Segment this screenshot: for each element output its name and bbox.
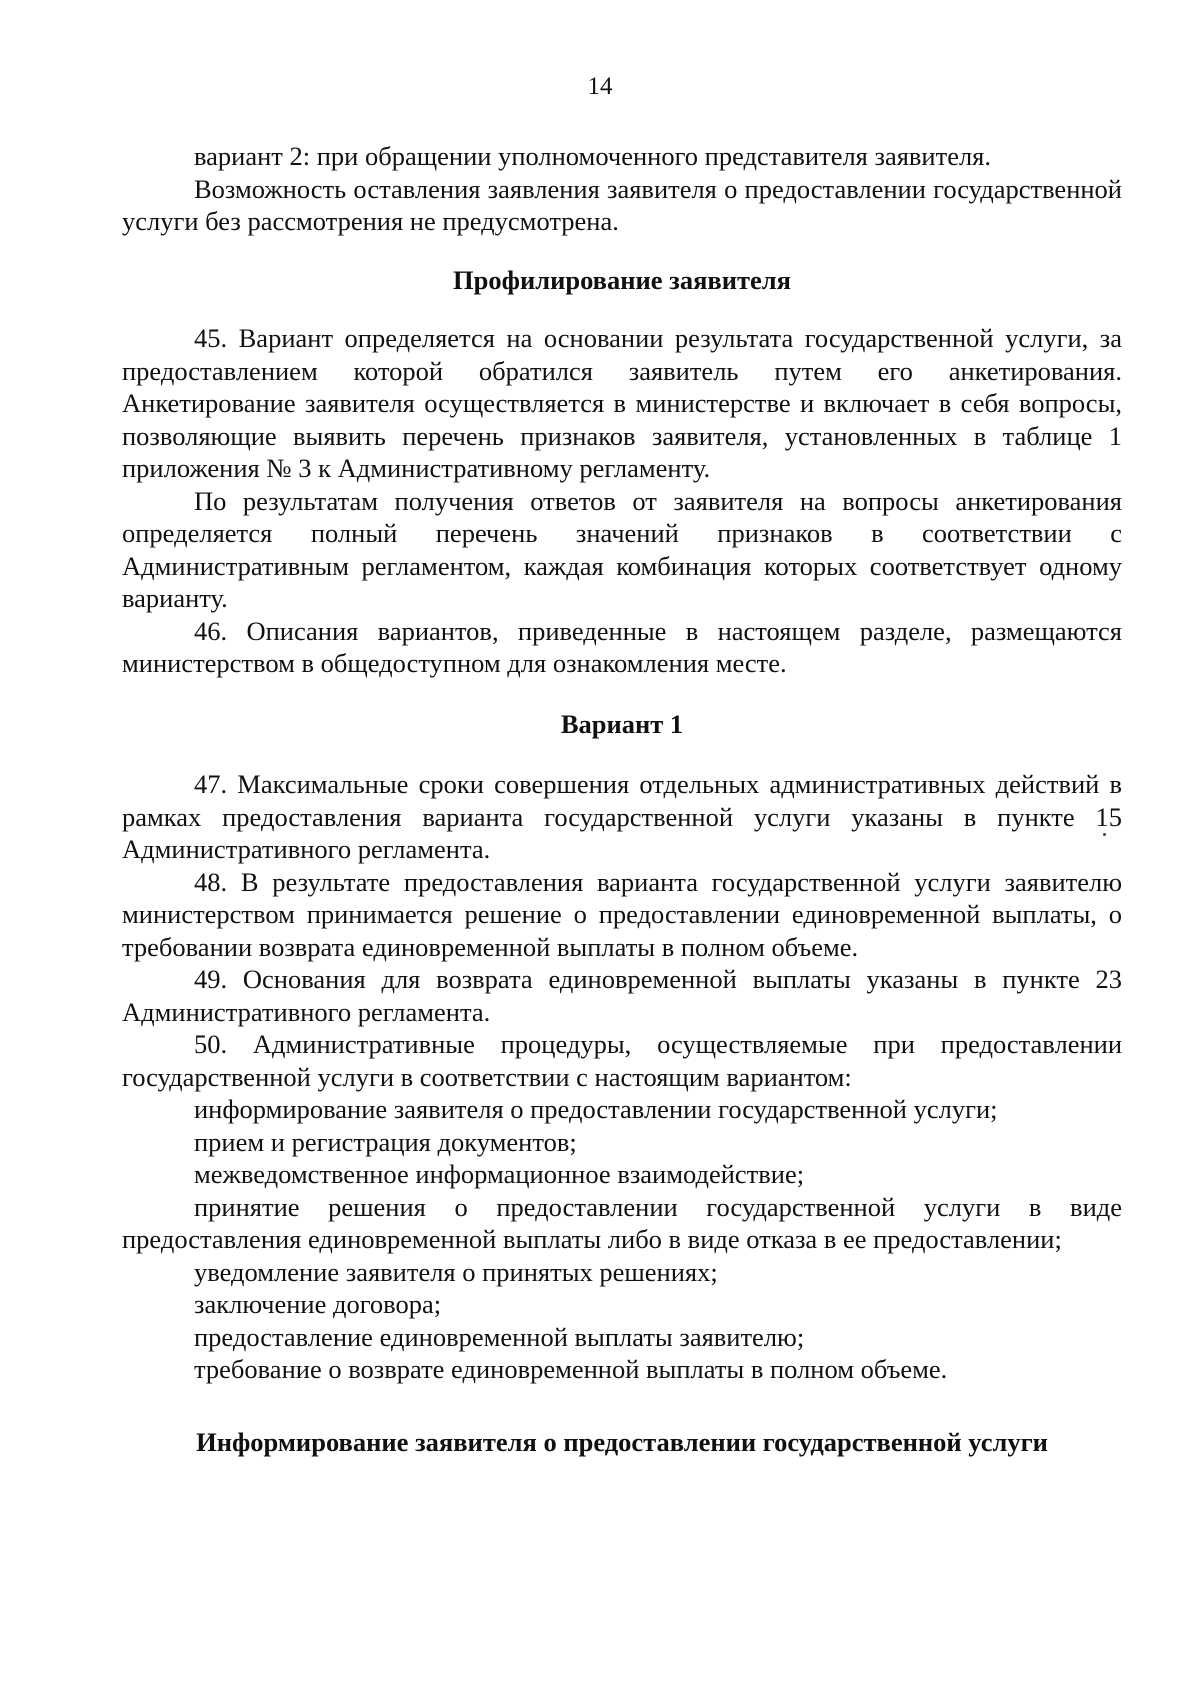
- procedures-list: [122, 1093, 1122, 1386]
- list-item: предоставление единовременной выплаты заявителю;: [194, 1321, 805, 1352]
- heading-applicant-profiling: Профилирование заявителя: [453, 264, 791, 295]
- intro-no-review: Возможность оставления заявления заявителя о предоставлении государственной услуги без рассмотрения не предусмотрена.: [122, 173, 1122, 236]
- page-number: 14: [587, 73, 613, 100]
- scan-dot: [1103, 833, 1106, 836]
- paragraph-50: 50. Административные процедуры, осуществляемые при предоставлении государственной услуги в соответствии с настоящим вариантом:: [122, 1029, 1122, 1092]
- document-body: [122, 140, 1122, 1458]
- heading-variant-1: Вариант 1: [560, 708, 684, 739]
- list-item: принятие решения о предоставлении государственной услуги в виде предоставления единовременной выплаты либо в виде отказа в ее предоставлении;: [122, 1191, 1122, 1254]
- paragraph-48: 48. В результате предоставления варианта государственной услуги заявителю министерством принимается решение о предоставлении единовременной выплаты, о требовании возврата единовременной выплаты в полном объеме.: [122, 866, 1122, 962]
- list-item: прием и регистрация документов;: [194, 1126, 577, 1157]
- heading-informing-applicant: Информирование заявителя о предоставлении государственной услуги: [196, 1426, 1048, 1457]
- list-item: заключение договора;: [194, 1289, 442, 1319]
- list-item: информирование заявителя о предоставлении государственной услуги;: [194, 1094, 998, 1124]
- paragraph-47: 47. Максимальные сроки совершения отдельных административных действий в рамках предоставления варианта государственной услуги указаны в пункте 15 Административного регламента.: [122, 769, 1122, 864]
- list-item: межведомственное информационное взаимодействие;: [194, 1159, 805, 1189]
- paragraph-profiling-results: По результатам получения ответов от заявителя на вопросы анкетирования определяется полный перечень значений признаков в соответствии с Административным регламентом, каждая комбинация которых соответствует одному варианту.: [122, 485, 1122, 613]
- paragraph-46: 46. Описания вариантов, приведенные в настоящем разделе, размещаются министерством в общедоступном для ознакомления месте.: [122, 615, 1122, 678]
- paragraph-49: 49. Основания для возврата единовременной выплаты указаны в пункте 23 Административного регламента.: [122, 964, 1122, 1027]
- intro-variant-2: вариант 2: при обращении уполномоченного представителя заявителя.: [194, 141, 991, 171]
- paragraph-45: 45. Вариант определяется на основании результата государственной услуги, за предоставлением которой обратился заявитель путем его анкетирования. Анкетирование заявителя осуществляется в министерстве и включает в себя вопросы, позволяющие выявить перечень признаков заявителя, установленных в таблице 1 приложения № 3 к Административному регламенту.: [122, 323, 1122, 483]
- list-item: требование о возврате единовременной выплаты в полном объеме.: [194, 1354, 948, 1384]
- list-item: уведомление заявителя о принятых решениях;: [194, 1256, 718, 1287]
